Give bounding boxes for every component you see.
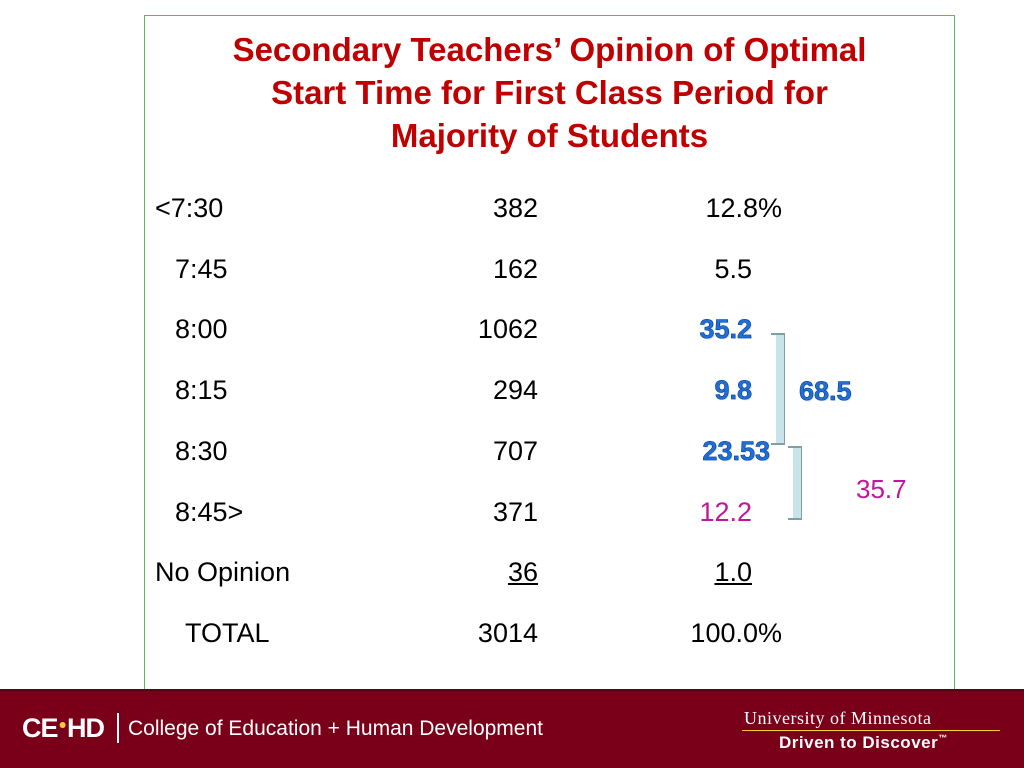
teacher-count: 162 (492, 254, 538, 284)
total-percent: 100.0% (690, 618, 782, 648)
cehd-logo (22, 713, 104, 744)
time-label: 7:45 (175, 254, 228, 284)
title-line-2: Start Time for First Class Period for (271, 74, 828, 111)
total-label: TOTAL (185, 618, 270, 648)
pct-cell-wrapper (620, 557, 752, 588)
logo-text-right: HD (66, 713, 104, 743)
percent-value: 1.0 (714, 557, 752, 587)
table-row (0, 557, 1024, 597)
time-label: No Opinion (155, 557, 291, 587)
logo-separator (117, 713, 119, 743)
title-line-1: Secondary Teachers’ Opinion of Optimal (232, 31, 867, 68)
time-label: 8:15 (175, 375, 228, 405)
logo-text-left: CE (22, 713, 58, 743)
footer-divider (0, 689, 1024, 691)
university-tagline (779, 733, 948, 753)
total-count: 3014 (477, 618, 538, 648)
teacher-count: 294 (492, 375, 538, 405)
teacher-count: 36 (507, 557, 538, 587)
total-row (0, 618, 1024, 658)
bracket-800-830 (776, 333, 785, 445)
logo-dot-icon: ● (58, 716, 66, 732)
time-label: 8:30 (175, 436, 228, 466)
percent-value: 5.5 (714, 254, 752, 284)
group-total-blue: 68.5 (799, 376, 852, 406)
percent-value: 12.8% (705, 193, 782, 223)
percent-value-highlight: 35.2 (699, 314, 752, 344)
university-name: University of Minnesota (744, 708, 932, 728)
percent-value-highlight: 9.8 (714, 375, 752, 405)
slide-title (144, 28, 955, 157)
trademark-mark: ™ (938, 733, 948, 743)
table-row (0, 254, 1024, 294)
table-row (0, 436, 1024, 476)
table-row (0, 375, 1024, 415)
percent-value-magenta: 12.2 (699, 497, 752, 527)
teacher-count: 371 (492, 497, 538, 527)
group-total-magenta: 35.7 (856, 474, 907, 504)
percent-value-highlight: 23.53 (702, 436, 770, 466)
teacher-count: 382 (492, 193, 538, 223)
table-row (0, 314, 1024, 354)
time-label: <7:30 (155, 193, 224, 223)
tagline-text: Driven to Discover (779, 733, 939, 752)
teacher-count: 707 (492, 436, 538, 466)
table-row (0, 193, 1024, 233)
bracket-830-845 (793, 446, 802, 520)
teacher-count: 1062 (477, 314, 538, 344)
college-name: College of Education + Human Development (128, 717, 543, 740)
title-line-3: Majority of Students (390, 117, 709, 154)
university-rule (742, 730, 1000, 731)
count-cell-wrapper (420, 557, 538, 588)
time-label: 8:45> (175, 497, 244, 527)
time-label: 8:00 (175, 314, 228, 344)
